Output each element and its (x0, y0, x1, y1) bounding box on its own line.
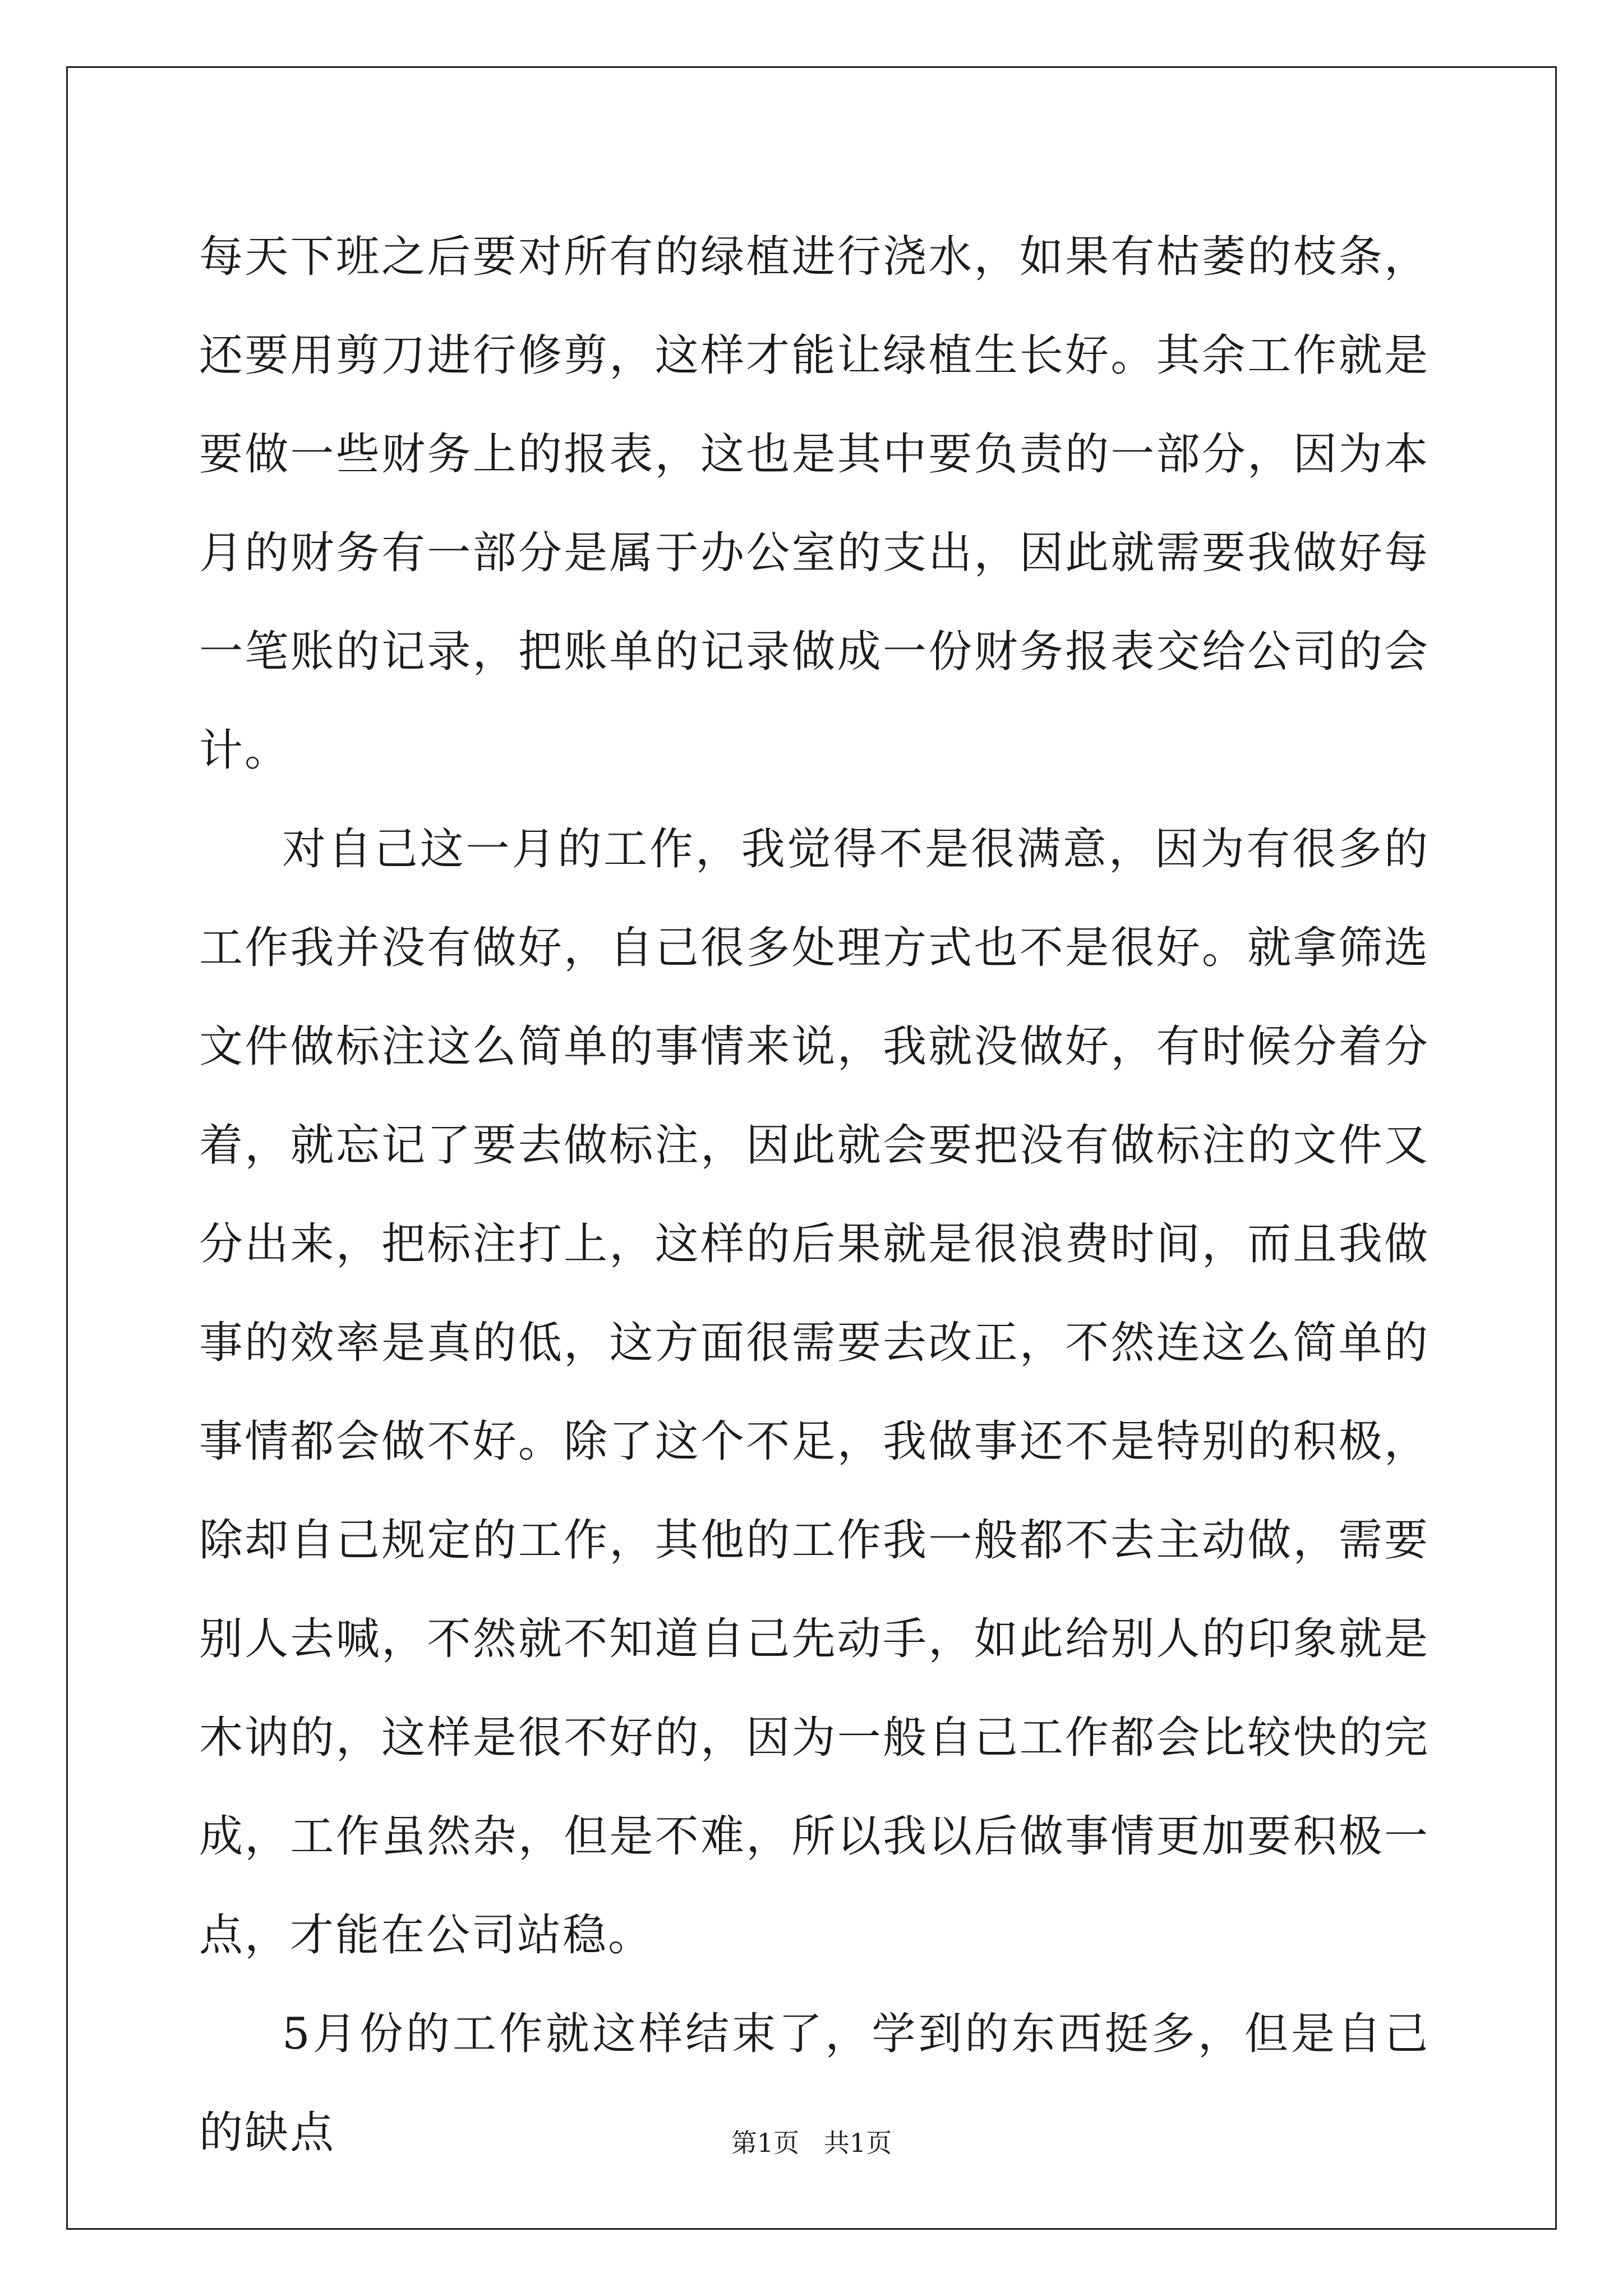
page-footer: 第1页 共1页 (731, 2128, 892, 2158)
paragraph-1: 每天下班之后要对所有的绿植进行浇水，如果有枯萎的枝条，还要用剪刀进行修剪，这样才能让绿植生长好。其余工作就是要做一些财务上的报表，这也是其中要负责的一部分，因为本月的财务有一部分是属于办公室的支出，因此就需要我做好每一笔账的记录，把账单的记录做成一份财务报表交给公司的会计。 (199, 232, 1430, 776)
paragraph-2: 对自己这一月的工作，我觉得不是很满意，因为有很多的工作我并没有做好，自己很多处理方式也不是很好。就拿筛选文件做标注这么简单的事情来说，我就没做好，有时候分着分着，就忘记了要去做标注，因此就会要把没有做标注的文件又分出来，把标注打上，这样的后果就是很浪费时间，而且我做事的效率是真的低，这方面很需要去改正，不然连这么简单的事情都会做不好。除了这个不足，我做事还不是特别的积极，除却自己规定的工作，其他的工作我一般都不去主动做，需要别人去喊，不然就不知道自己先动手，如此给别人的印象就是木讷的，这样是很不好的，因为一般自己工作都会比较快的完成，工作虽然杂，但是不难，所以我以后做事情更加要积极一点，才能在公司站稳。 (199, 824, 1430, 1961)
document-body (199, 208, 1430, 2182)
paragraph-3: 5月份的工作就这样结束了，学到的东西挺多，但是自己的缺点 (199, 2009, 1430, 2158)
